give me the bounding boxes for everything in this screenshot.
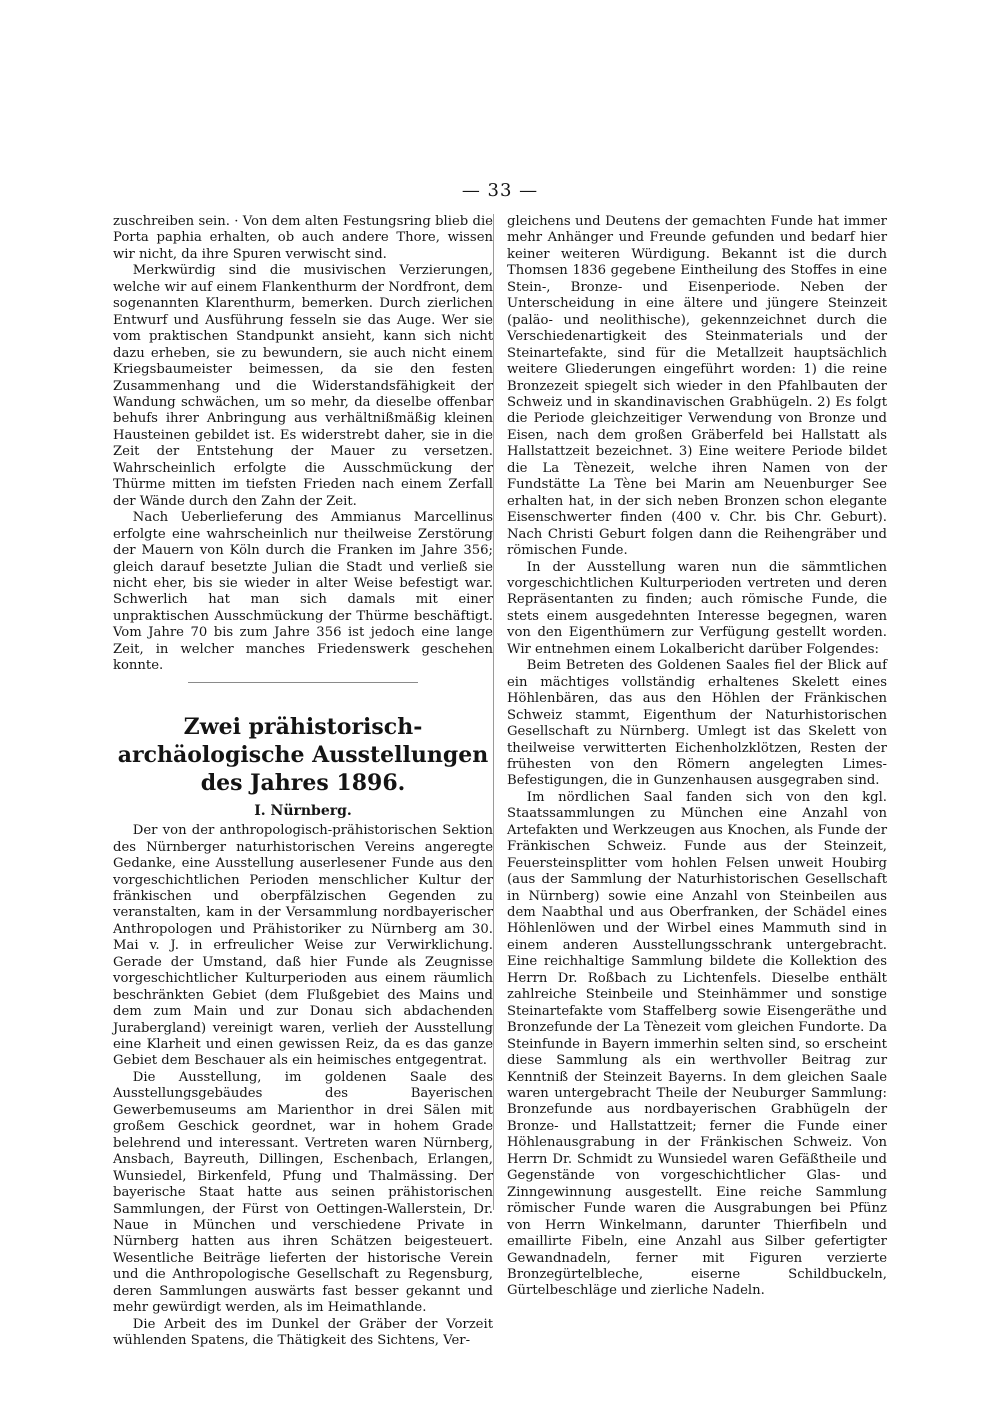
paragraph: Die Arbeit des im Dunkel der Gräber der Vorzeit wühlenden Spatens, die Thätigkeit des Sichtens, Ver- (113, 1316, 493, 1349)
left-column (113, 214, 493, 1350)
section-divider (188, 682, 418, 683)
paragraph: Nach Ueberlieferung des Ammianus Marcellinus erfolgte eine wahrscheinlich nur theilweise Zerstörung der Mauern von Köln durch die Franken im Jahre 356; gleich darauf besetzte Julian die Stadt und verließ sie nicht eher, bis sie wieder in alter Weise befestigt war. Schwerlich hat man sich damals mit einer unpraktischen Ausschmückung der Thürme beschäftigt. Vom Jahre 70 bis zum Jahre 356 ist jedoch eine lange Zeit, in welcher manches Friedenswerk geschehen konnte. (113, 510, 493, 674)
paragraph: Im nördlichen Saal fanden sich von den kgl. Staatssammlungen zu München eine Anzahl von Artefakten und Werkzeugen aus Knochen, als Funde der Fränkischen Schweiz. Funde aus der Steinzeit, Feuersteinsplitter vom hohlen Felsen unweit Houbirg (aus der Sammlung der Naturhistorischen Gesellschaft in Nürnberg) sowie eine Anzahl von Steinbeilen aus dem Naabthal und aus Oberfranken, der Schädel eines Höhlenlöwen und der Wirbel eines Mammuth sind in einem anderen Ausstellungsschrank untergebracht. Eine reichhaltige Sammlung bildete die Kollektion des Herrn Dr. Roßbach zu Lichtenfels. Dieselbe enthält zahlreiche Steinbeile und Steinhämmer und sonstige Steinartefakte vom Staffelberg sowie Eisengeräthe und Bronzefunde der La Tènezeit vom gleichen Fundorte. Da Steinfunde in Bayern immerhin selten sind, so erscheint diese Sammlung als ein werthvoller Beitrag zur Kenntniß der Steinzeit Bayerns. In dem gleichen Saale waren untergebracht Theile der Neuburger Sammlung: Bronzefunde aus nordbayerischen Grabhügeln der Bronze- und Hallstattzeit; ferner die Funde einer Höhlenausgrabung in der Fränkischen Schweiz. Von Herrn Dr. Schmidt zu Wunsiedel waren Gefäßtheile und Gegenstände von vorgeschichtlicher Glas- und Zinngewinnung ausgestellt. Eine reiche Sammlung römischer Funde waren die Ausgrabungen bei Pfünz von Herrn Winkelmann, darunter Thierfibeln und emaillirte Fibeln, eine Anzahl aus Silber gefertigter Gewandnadeln, ferner mit Figuren verzierte Bronzegürtelbleche, eiserne Schildbuckeln, Gürtelbeschläge und zierliche Nadeln. (507, 789, 887, 1299)
article-title-line: Zwei prähistorisch-archäologische Ausstellungen (117, 713, 489, 768)
right-column (507, 214, 887, 1300)
paragraph: zuschreiben sein. · Von dem alten Festungsring blieb die Porta paphia erhalten, ob auch andere Thore, wissen wir nicht, da ihre Spuren verwischt sind. (113, 214, 493, 262)
paragraph: Merkwürdig sind die musivischen Verzierungen, welche wir auf einem Flankenthurm der Nordfront, dem sogenannten Klarenthurm, bemerken. Durch zierlichen Entwurf und Ausführung fesseln sie das Auge. Wer sie vom praktischen Standpunkt ansieht, kann sich nicht dazu erheben, sie zu bewundern, sie auch nicht einem Kriegsbaumeister beimessen, da sie den festen Zusammenhang und die Widerstandsfähigkeit der Wandung schwächen, um so mehr, da dieselbe offenbar behufs ihrer Anbringung aus verhältnißmäßig kleinen Hausteinen gebildet ist. Es widerstrebt daher, sie in die Zeit der Entstehung der Mauer zu versetzen. Wahrscheinlich erfolgte die Ausschmückung der Thürme mitten im tiefsten Frieden nach einem Zerfall der Wände durch den Zahn der Zeit. (113, 263, 493, 509)
article-title-line: des Jahres 1896. (200, 769, 406, 796)
paragraph: gleichens und Deutens der gemachten Funde hat immer mehr Anhänger und Freunde gefunden und bedarf hier keiner weiteren Würdigung. Bekannt ist die durch Thomsen 1836 gegebene Eintheilung des Stoffes in eine Stein-, Bronze- und Eisenperiode. Neben der Unterscheidung in eine ältere und jüngere Steinzeit (paläo- und neolithische), gekennzeichnet durch die Verschiedenartigkeit des Steinmaterials und der Steinartefakte, sind für die Metallzeit hauptsächlich weitere Gliederungen eingeführt worden: 1) die reine Bronzezeit spiegelt sich wieder in den Pfahlbauten der Schweiz und in skandinavischen Grabhügeln. 2) Es folgt die Periode gleichzeitiger Verwendung von Bronze und Eisen, nach dem großen Gräberfeld bei Hallstatt als Hallstattzeit bezeichnet. 3) Eine weitere Periode bildet die La Tènezeit, welche ihren Namen von der Fundstätte La Tène bei Marin am Neuenburger See erhalten hat, in der sich neben Bronzen schon elegante Eisenschwerter finden (400 v. Chr. bis Chr. Geburt). Nach Christi Geburt folgen dann die Reihengräber und römischen Funde. (507, 214, 887, 559)
paragraph: In der Ausstellung waren nun die sämmtlichen vorgeschichtlichen Kulturperioden vertreten und deren Repräsentanten zu finden; auch römische Funde, die stets einem ausgedehnten Interesse begegnen, waren von den Eigenthümern zur Verfügung gestellt worden. Wir entnehmen einem Lokalbericht darüber Folgendes: (507, 559, 887, 657)
section-heading: I. Nürnberg. (254, 802, 352, 819)
page-number: — 33 — (461, 180, 539, 201)
paragraph: Die Ausstellung, im goldenen Saale des Ausstellungsgebäudes des Bayerischen Gewerbemuseums am Marienthor in drei Sälen mit großem Geschick geordnet, war in hohem Grade belehrend und interessant. Vertreten waren Nürnberg, Ansbach, Bayreuth, Dillingen, Eschenbach, Erlangen, Wunsiedel, Birkenfeld, Pfung und Thalmässing. Der bayerische Staat hatte aus seinen prähistorischen Sammlungen, der Fürst von Oettingen-Wallerstein, Dr. Naue in München und verschiedene Private in Nürnberg hatten aus ihren Schätzen beigesteuert. Wesentliche Beiträge lieferten der historische Verein und die Anthropologische Gesellschaft zu Regensburg, deren Sammlungen auswärts fast besser gekannt und mehr gewürdigt werden, als im Heimathlande. (113, 1069, 493, 1316)
article-title (113, 713, 493, 797)
paragraph: Der von der anthropologisch-prähistorischen Sektion des Nürnberger naturhistorischen Vereins angeregte Gedanke, eine Ausstellung auserlesener Funde aus den vorgeschichtlichen Perioden menschlicher Kultur der fränkischen und oberpfälzischen Gegenden zu veranstalten, kam in der Versammlung nordbayerischer Anthropologen und Prähistoriker zu Nürnberg am 30. Mai v. J. in erfreulicher Weise zur Verwirklichung. Gerade der Umstand, daß hier Funde als Zeugnisse vorgeschichtlicher Kulturperioden aus einem räumlich beschränkten Gebiet (dem Flußgebiet des Mains und dem zum Main und zur Donau sich abdachenden Jurabergland) vereinigt waren, verlieh der Ausstellung eine Klarheit und einen gewissen Reiz, da es das ganze Gebiet dem Beschauer als ein heimisches entgegentrat. (113, 823, 493, 1069)
paragraph: Beim Betreten des Goldenen Saales fiel der Blick auf ein mächtiges vollständig erhaltenes Skelett eines Höhlenbären, das aus den Höhlen der Fränkischen Schweiz stammt, Eigenthum der Naturhistorischen Gesellschaft zu Nürnberg. Umlegt ist das Skelett von theilweise verwitterten Eichenholzklötzen, Resten der frühesten von den Römern angelegten Limes-Befestigungen, die in Gunzenhausen ausgegraben sind. (507, 658, 887, 789)
column-rule (493, 214, 494, 1210)
